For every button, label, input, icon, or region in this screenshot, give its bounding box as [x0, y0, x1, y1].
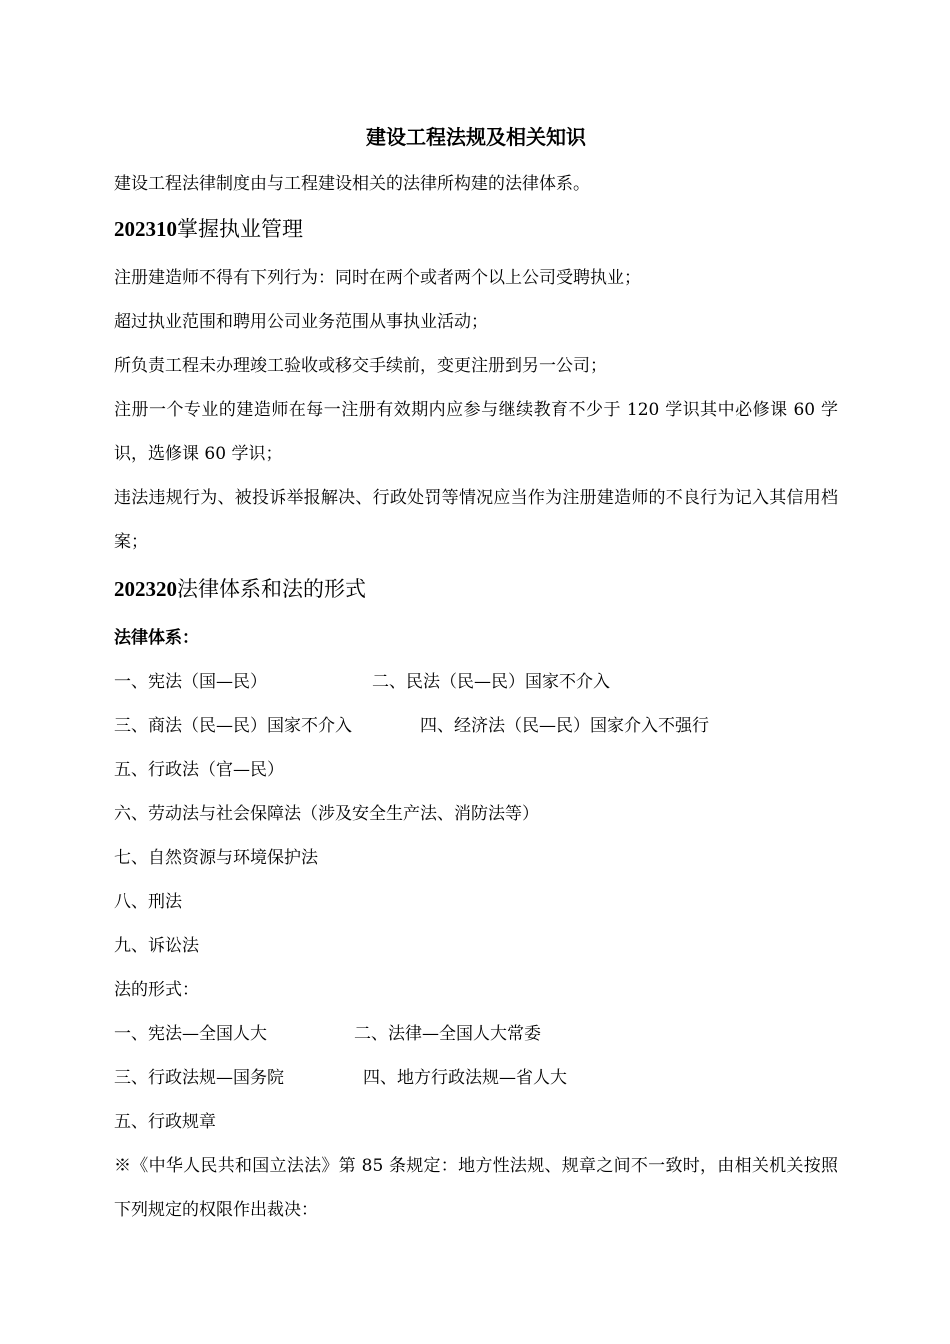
law-forms-row-2	[114, 1056, 838, 1100]
execution-line-4: 注册一个专业的建造师在每一注册有效期内应参与继续教育不少于 120 学识其中必修课 60 学识，选修课 60 学识；	[114, 400, 838, 464]
law-forms-row-1	[114, 1012, 838, 1056]
legal-system-row-3	[114, 748, 838, 792]
execution-line-2: 超过执业范围和聘用公司业务范围从事执业活动；	[114, 312, 488, 332]
section-heading-text: 法律体系和法的形式	[177, 577, 366, 601]
legal-system-item: 三、商法（民—民）国家不介入	[114, 716, 352, 736]
legal-system-item: 一、宪法（国—民）	[114, 672, 267, 692]
legal-system-row-2	[114, 704, 838, 748]
legal-system-row-4	[114, 792, 838, 836]
legal-system-row-7	[114, 924, 838, 968]
legislation-law-note: ※《中华人民共和国立法法》第 85 条规定：地方性法规、规章之间不一致时，由相关机关按照下列规定的权限作出裁决：	[114, 1156, 838, 1220]
legal-system-item: 六、劳动法与社会保障法（涉及安全生产法、消防法等）	[114, 804, 539, 824]
legal-system-item: 九、诉讼法	[114, 936, 199, 956]
legal-system-row-6	[114, 880, 838, 924]
law-form-item: 二、法律—全国人大常委	[354, 1024, 541, 1044]
execution-line-1: 注册建造师不得有下列行为：同时在两个或者两个以上公司受聘执业；	[114, 268, 641, 288]
execution-line-5: 违法违规行为、被投诉举报解决、行政处罚等情况应当作为注册建造师的不良行为记入其信用档案；	[114, 488, 838, 552]
intro-paragraph: 建设工程法律制度由与工程建设相关的法律所构建的法律体系。	[114, 174, 590, 194]
legal-system-item: 八、刑法	[114, 892, 182, 912]
section-heading-execution-management	[114, 206, 838, 252]
law-form-item: 五、行政规章	[114, 1112, 216, 1132]
law-forms-label: 法的形式：	[114, 980, 199, 1000]
execution-line-3: 所负责工程未办理竣工验收或移交手续前，变更注册到另一公司；	[114, 356, 607, 376]
legal-system-item: 四、经济法（民—民）国家介入不强行	[420, 716, 709, 736]
section-heading-legal-system	[114, 566, 838, 612]
legal-system-row-5	[114, 836, 838, 880]
section-number: 202320	[114, 577, 177, 601]
legal-system-item: 二、民法（民—民）国家不介入	[372, 672, 610, 692]
document-title: 建设工程法规及相关知识	[366, 125, 586, 149]
legal-system-item: 五、行政法（官—民）	[114, 760, 284, 780]
legal-system-label: 法律体系：	[114, 628, 199, 648]
law-form-item: 一、宪法—全国人大	[114, 1024, 267, 1044]
law-form-item: 三、行政法规—国务院	[114, 1068, 284, 1088]
legal-system-row-1	[114, 660, 838, 704]
section-heading-text: 掌握执业管理	[177, 217, 303, 241]
legal-system-item: 七、自然资源与环境保护法	[114, 848, 318, 868]
law-forms-row-3	[114, 1100, 838, 1144]
law-form-item: 四、地方行政法规—省人大	[363, 1068, 567, 1088]
section-number: 202310	[114, 217, 177, 241]
document-body	[114, 118, 838, 1232]
